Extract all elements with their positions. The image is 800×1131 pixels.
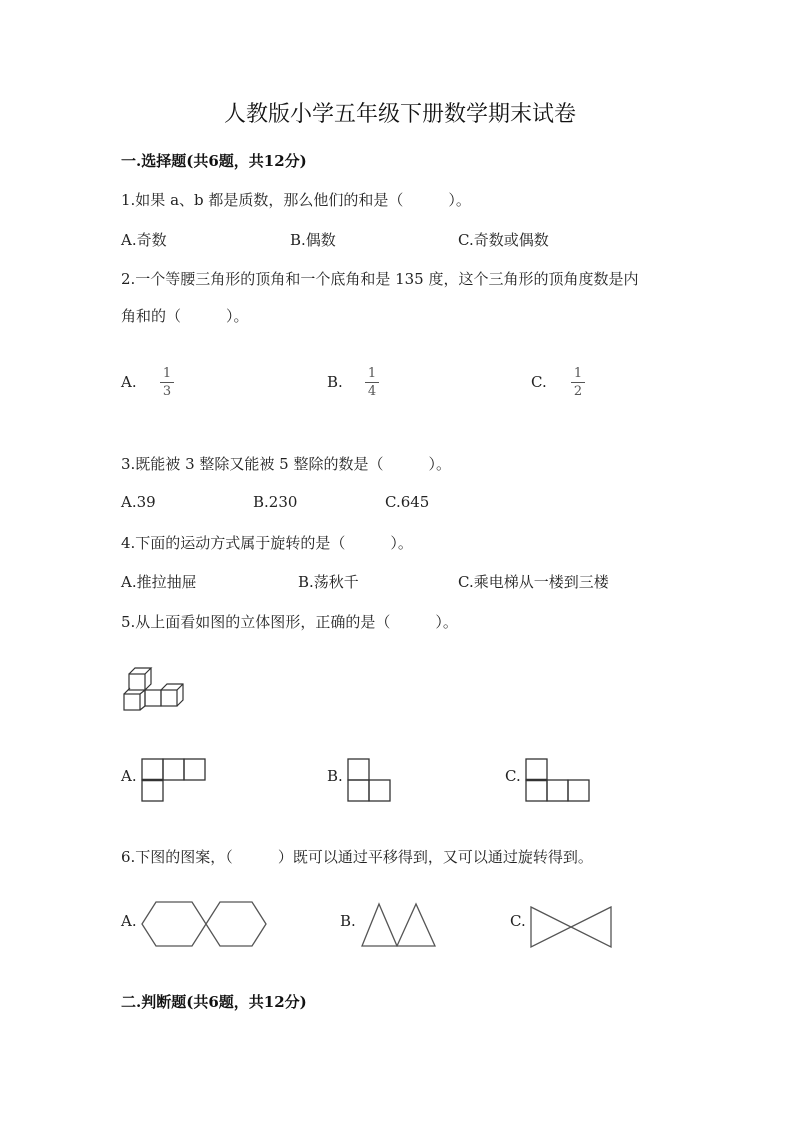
question-2-option-b-fraction — [365, 367, 379, 399]
question-6-stem: 6.下图的图案，（ ）既可以通过平移得到，又可以通过旋转得到。 — [121, 848, 593, 866]
fraction-denominator: 3 — [162, 384, 172, 399]
question-2-stem-line2: 角和的（ ）。 — [121, 307, 249, 325]
question-1-stem: 1.如果 a、b 都是质数，那么他们的和是（ ）。 — [121, 191, 471, 209]
page-title: 人教版小学五年级下册数学期末试卷 — [223, 102, 576, 127]
fraction-bar — [160, 382, 174, 383]
question-1-option-b[interactable]: B.偶数 — [290, 231, 336, 249]
top-view-option-c[interactable] — [525, 758, 593, 803]
fraction-bar — [365, 382, 379, 383]
question-2-option-a[interactable]: A. — [121, 373, 137, 391]
fraction-denominator: 4 — [367, 384, 377, 399]
question-3-stem: 3.既能被 3 整除又能被 5 整除的数是（ ）。 — [121, 455, 451, 473]
hexagon-pair-figure[interactable] — [140, 900, 268, 948]
question-4-stem: 4.下面的运动方式属于旋转的是（ ）。 — [121, 534, 413, 552]
question-5-stem: 5.从上面看如图的立体图形，正确的是（ ）。 — [121, 613, 458, 631]
cube-stack-figure — [120, 660, 190, 715]
section-heading-choice: 一.选择题(共6题，共12分) — [121, 152, 307, 170]
question-4-option-b[interactable]: B.荡秋千 — [298, 573, 359, 591]
fraction-denominator: 2 — [573, 384, 583, 399]
top-view-option-a[interactable] — [141, 758, 207, 803]
question-5-option-b[interactable]: B. — [327, 767, 343, 785]
section-heading-true-false: 二.判断题(共6题，共12分) — [121, 993, 307, 1011]
question-2-option-c-fraction — [571, 367, 585, 399]
question-6-option-c[interactable]: C. — [510, 912, 526, 930]
question-5-option-a[interactable]: A. — [121, 767, 137, 785]
question-6-option-b[interactable]: B. — [340, 912, 356, 930]
fraction-bar — [571, 382, 585, 383]
triangle-pair-figure[interactable] — [360, 900, 440, 948]
fraction-numerator: 1 — [162, 366, 172, 381]
question-2-option-b[interactable]: B. — [327, 373, 343, 391]
question-5-option-c[interactable]: C. — [505, 767, 521, 785]
question-3-option-c[interactable]: C.645 — [385, 493, 430, 511]
question-1-option-c[interactable]: C.奇数或偶数 — [458, 231, 549, 249]
question-4-option-a[interactable]: A.推拉抽屉 — [121, 573, 197, 591]
question-2-stem-line1: 2.一个等腰三角形的顶角和一个底角和是 135 度，这个三角形的顶角度数是内 — [121, 270, 639, 288]
question-2-option-a-fraction — [160, 367, 174, 399]
question-3-option-b[interactable]: B.230 — [253, 493, 298, 511]
question-6-option-a[interactable]: A. — [121, 912, 137, 930]
bowtie-figure[interactable] — [530, 905, 612, 949]
fraction-numerator: 1 — [367, 366, 377, 381]
question-1-option-a[interactable]: A.奇数 — [121, 231, 167, 249]
question-3-option-a[interactable]: A.39 — [121, 493, 156, 511]
question-4-option-c[interactable]: C.乘电梯从一楼到三楼 — [458, 573, 609, 591]
top-view-option-b[interactable] — [347, 758, 393, 803]
question-2-option-c[interactable]: C. — [531, 373, 547, 391]
fraction-numerator: 1 — [573, 366, 583, 381]
